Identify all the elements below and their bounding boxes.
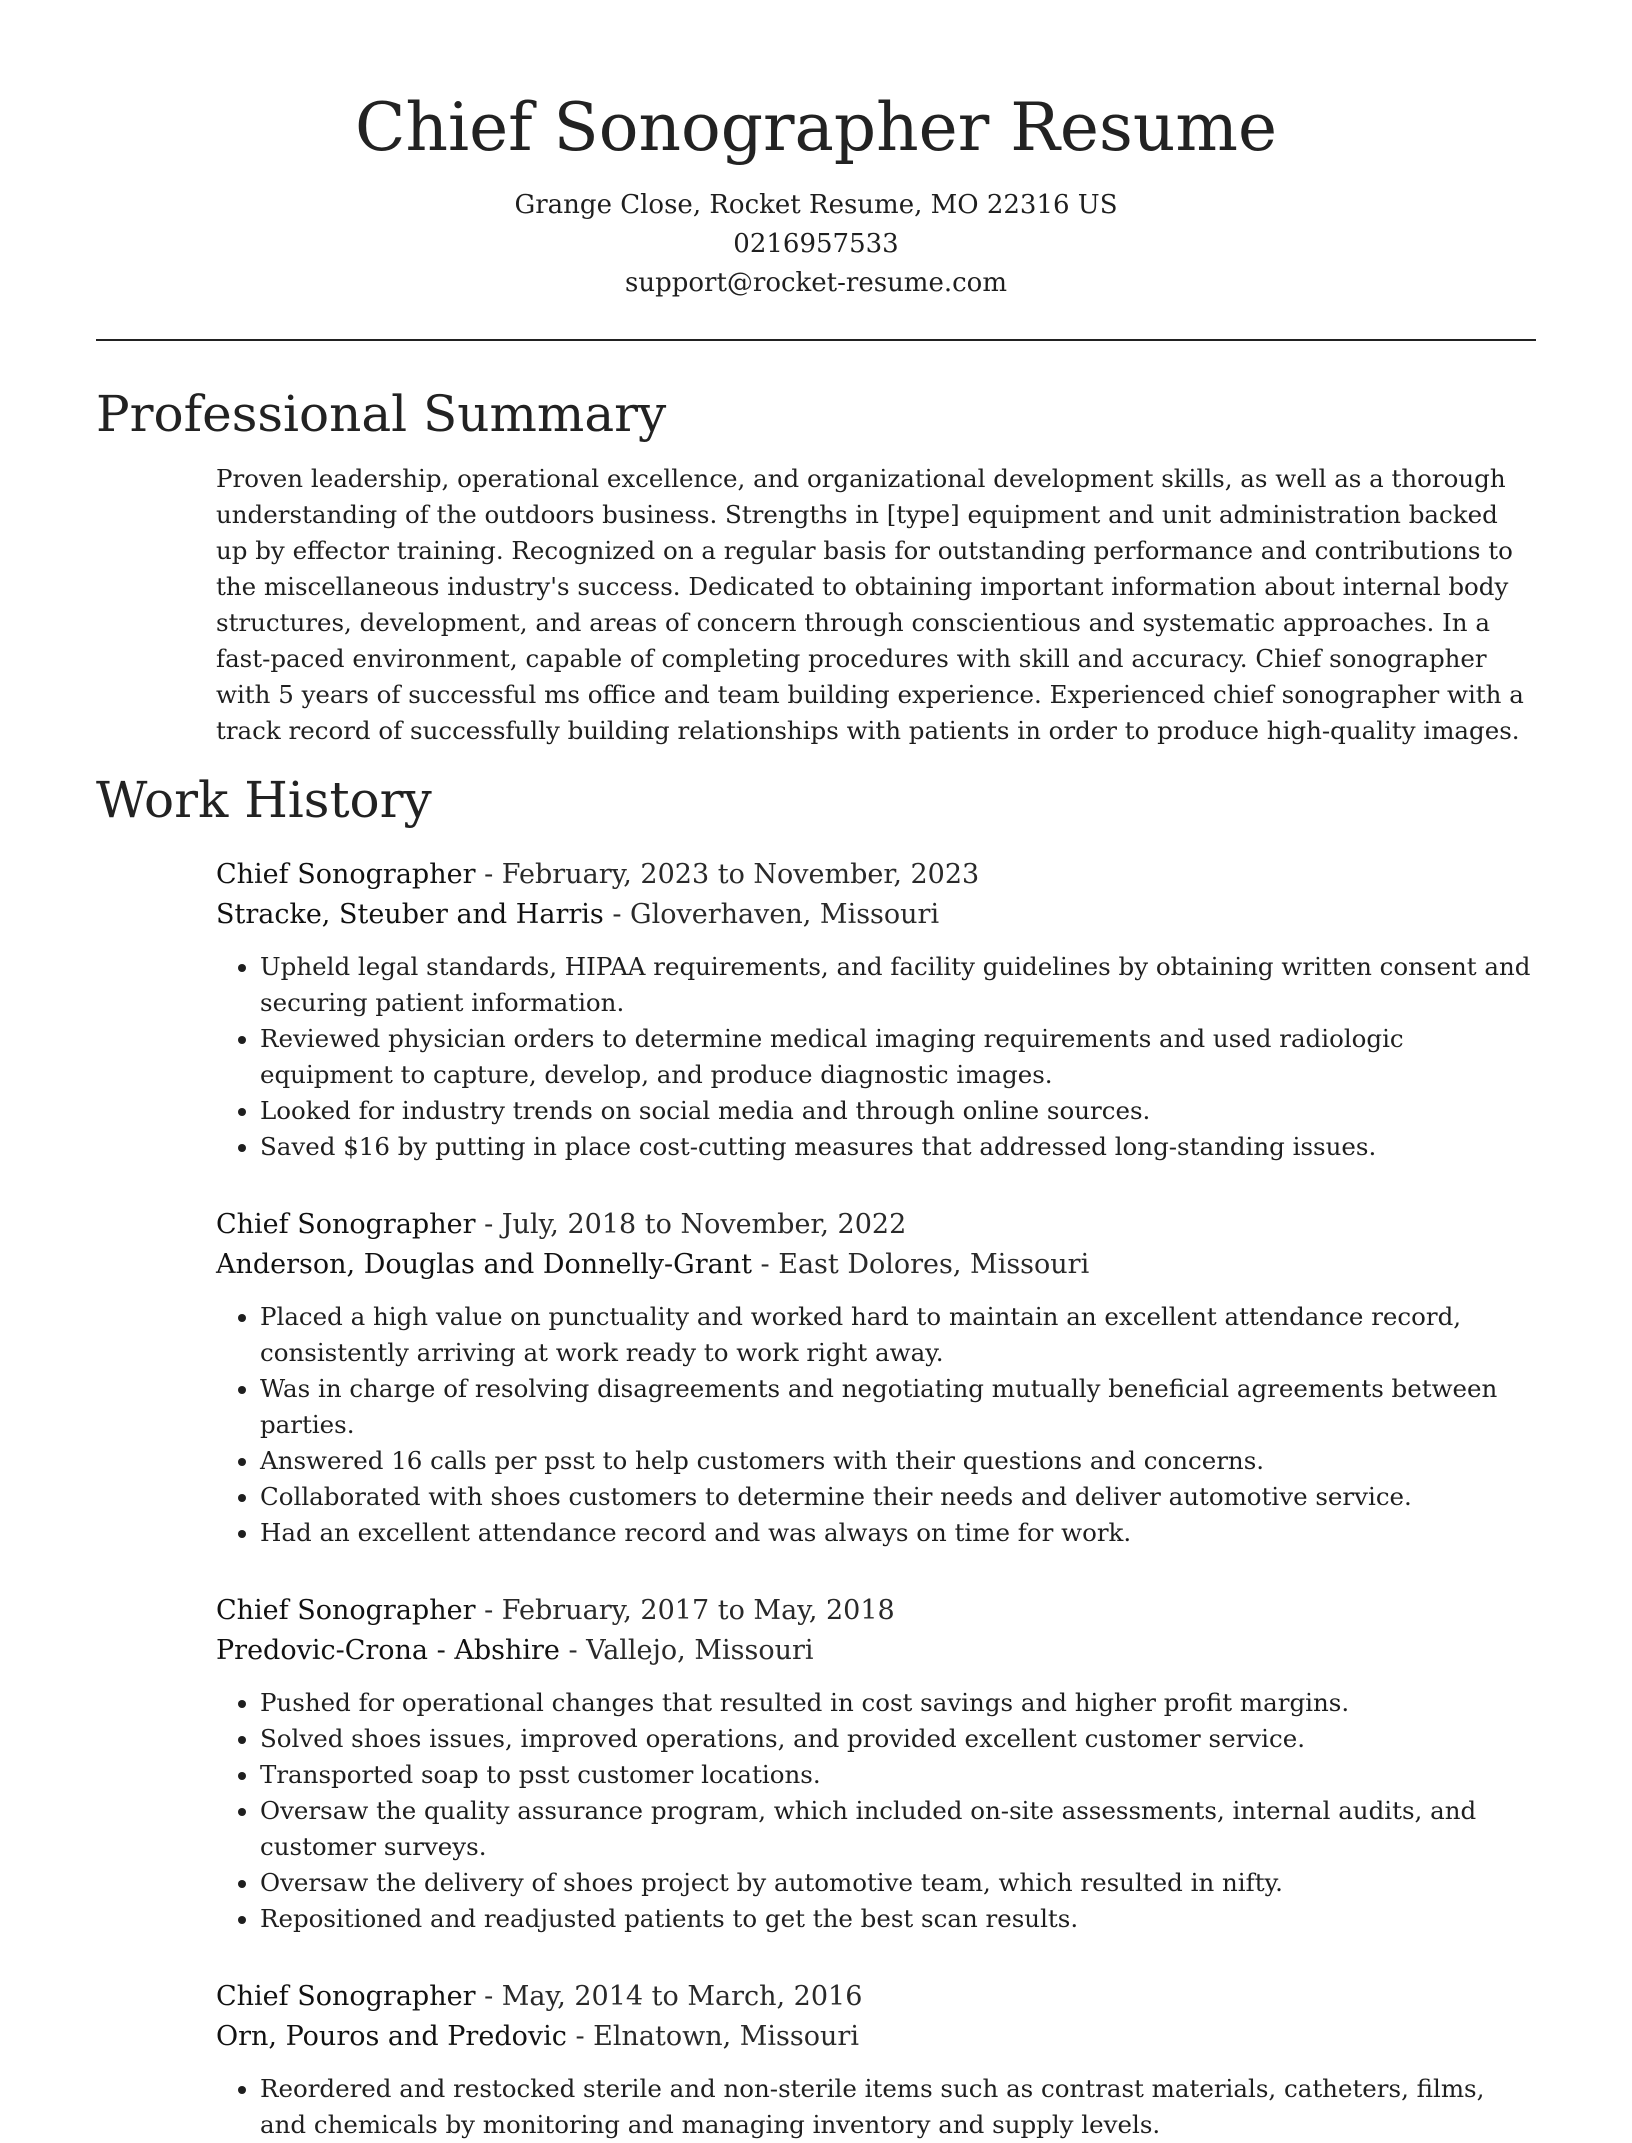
job-entry <box>216 855 1536 1165</box>
job-bullet: • Had an excellent attendance record and was always on time for work. <box>260 1515 1536 1551</box>
job-bullet: • Upheld legal standards, HIPAA requirements, and facility guidelines by obtaining written consent and securing patient information. <box>260 949 1536 1021</box>
job-list <box>216 855 1536 2143</box>
job-bullet: • Collaborated with shoes customers to determine their needs and deliver automotive service. <box>260 1479 1536 1515</box>
job-bullet: • Looked for industry trends on social media and through online sources. <box>260 1093 1536 1129</box>
job-title-line <box>216 1205 1536 1245</box>
job-location: Gloverhaven, Missouri <box>630 899 940 930</box>
job-bullet: • Reordered and restocked sterile and non-sterile items such as contrast materials, catheters, films, and chemicals by monitoring and managing inventory and supply levels. <box>260 2071 1536 2143</box>
contact-address: Grange Close, Rocket Resume, MO 22316 US <box>514 190 1118 220</box>
job-bullet: • Solved shoes issues, improved operations, and provided excellent customer service. <box>260 1721 1536 1757</box>
contact-email: support@rocket-resume.com <box>624 268 1007 298</box>
job-title: Chief Sonographer <box>216 1981 476 2012</box>
job-title: Chief Sonographer <box>216 1209 476 1240</box>
job-title: Chief Sonographer <box>216 1595 476 1626</box>
job-bullet: • Was in charge of resolving disagreements and negotiating mutually beneficial agreements between parties. <box>260 1371 1536 1443</box>
job-bullets <box>216 1685 1536 1937</box>
separator: - <box>475 859 502 890</box>
job-bullet: • Placed a high value on punctuality and worked hard to maintain an excellent attendance record, consistently arriving at work ready to work right away. <box>260 1299 1536 1371</box>
job-bullet: • Oversaw the delivery of shoes project by automotive team, which resulted in nifty. <box>260 1865 1536 1901</box>
job-dates: February, 2017 to May, 2018 <box>501 1595 895 1626</box>
job-location: East Dolores, Missouri <box>778 1249 1090 1280</box>
job-dates: July, 2018 to November, 2022 <box>501 1209 907 1240</box>
job-company-line <box>216 895 1536 935</box>
summary-text: Proven leadership, operational excellence, and organizational development skills, as well as a thorough understanding of the outdoors business. Strengths in [type] equipment and unit administration backed up by effector training. Recognized on a regular basis for outstanding performance and contributions to the miscellaneous industry's success. Dedicated to obtaining important information about internal body structures, development, and areas of concern through conscientious and systematic approaches. In a fast-paced environment, capable of completing procedures with skill and accuracy. Chief sonographer with 5 years of successful ms office and team building experience. Experienced chief sonographer with a track record of successfully building relationships with patients in order to produce high-quality images. <box>216 464 1524 745</box>
job-company: Stracke, Steuber and Harris <box>216 899 604 930</box>
job-title-line <box>216 1977 1536 2017</box>
separator: - <box>475 1981 502 2012</box>
job-entry <box>216 1977 1536 2143</box>
job-bullet: • Pushed for operational changes that resulted in cost savings and higher profit margins. <box>260 1685 1536 1721</box>
job-bullets <box>216 2071 1536 2143</box>
separator: - <box>566 2021 594 2052</box>
separator: - <box>559 1635 587 1666</box>
job-bullet: • Answered 16 calls per psst to help customers with their questions and concerns. <box>260 1443 1536 1479</box>
separator: - <box>475 1595 502 1626</box>
job-bullets <box>216 1299 1536 1551</box>
work-history-heading: Work History <box>96 771 432 829</box>
summary-heading: Professional Summary <box>96 385 667 443</box>
job-title-line <box>216 855 1536 895</box>
header-divider <box>96 339 1536 341</box>
job-entry <box>216 1205 1536 1551</box>
contact-block <box>96 186 1536 303</box>
job-title-line <box>216 1591 1536 1631</box>
job-title: Chief Sonographer <box>216 859 476 890</box>
job-company: Anderson, Douglas and Donnelly-Grant <box>216 1249 752 1280</box>
separator: - <box>475 1209 502 1240</box>
resume-page <box>96 0 1536 2143</box>
separator: - <box>603 899 631 930</box>
separator: - <box>751 1249 779 1280</box>
job-bullet: • Saved $16 by putting in place cost-cutting measures that addressed long-standing issues. <box>260 1129 1536 1165</box>
contact-phone: 0216957533 <box>733 229 899 259</box>
job-company-line <box>216 2017 1536 2057</box>
job-location: Vallejo, Missouri <box>586 1635 814 1666</box>
job-bullet: • Oversaw the quality assurance program, which included on-site assessments, internal audits, and customer surveys. <box>260 1793 1536 1865</box>
job-bullet: • Reviewed physician orders to determine medical imaging requirements and used radiologic equipment to capture, develop, and produce diagnostic images. <box>260 1021 1536 1093</box>
job-company-line <box>216 1631 1536 1671</box>
job-location: Elnatown, Missouri <box>593 2021 859 2052</box>
job-company: Predovic-Crona - Abshire <box>216 1635 560 1666</box>
job-bullet: • Repositioned and readjusted patients to get the best scan results. <box>260 1901 1536 1937</box>
job-dates: May, 2014 to March, 2016 <box>501 1981 863 2012</box>
job-company-line <box>216 1245 1536 1285</box>
job-entry <box>216 1591 1536 1937</box>
resume-title: Chief Sonographer Resume <box>354 89 1278 166</box>
job-bullet: • Transported soap to psst customer locations. <box>260 1757 1536 1793</box>
job-company: Orn, Pouros and Predovic <box>216 2021 567 2052</box>
job-bullets <box>216 949 1536 1165</box>
job-dates: February, 2023 to November, 2023 <box>501 859 980 890</box>
